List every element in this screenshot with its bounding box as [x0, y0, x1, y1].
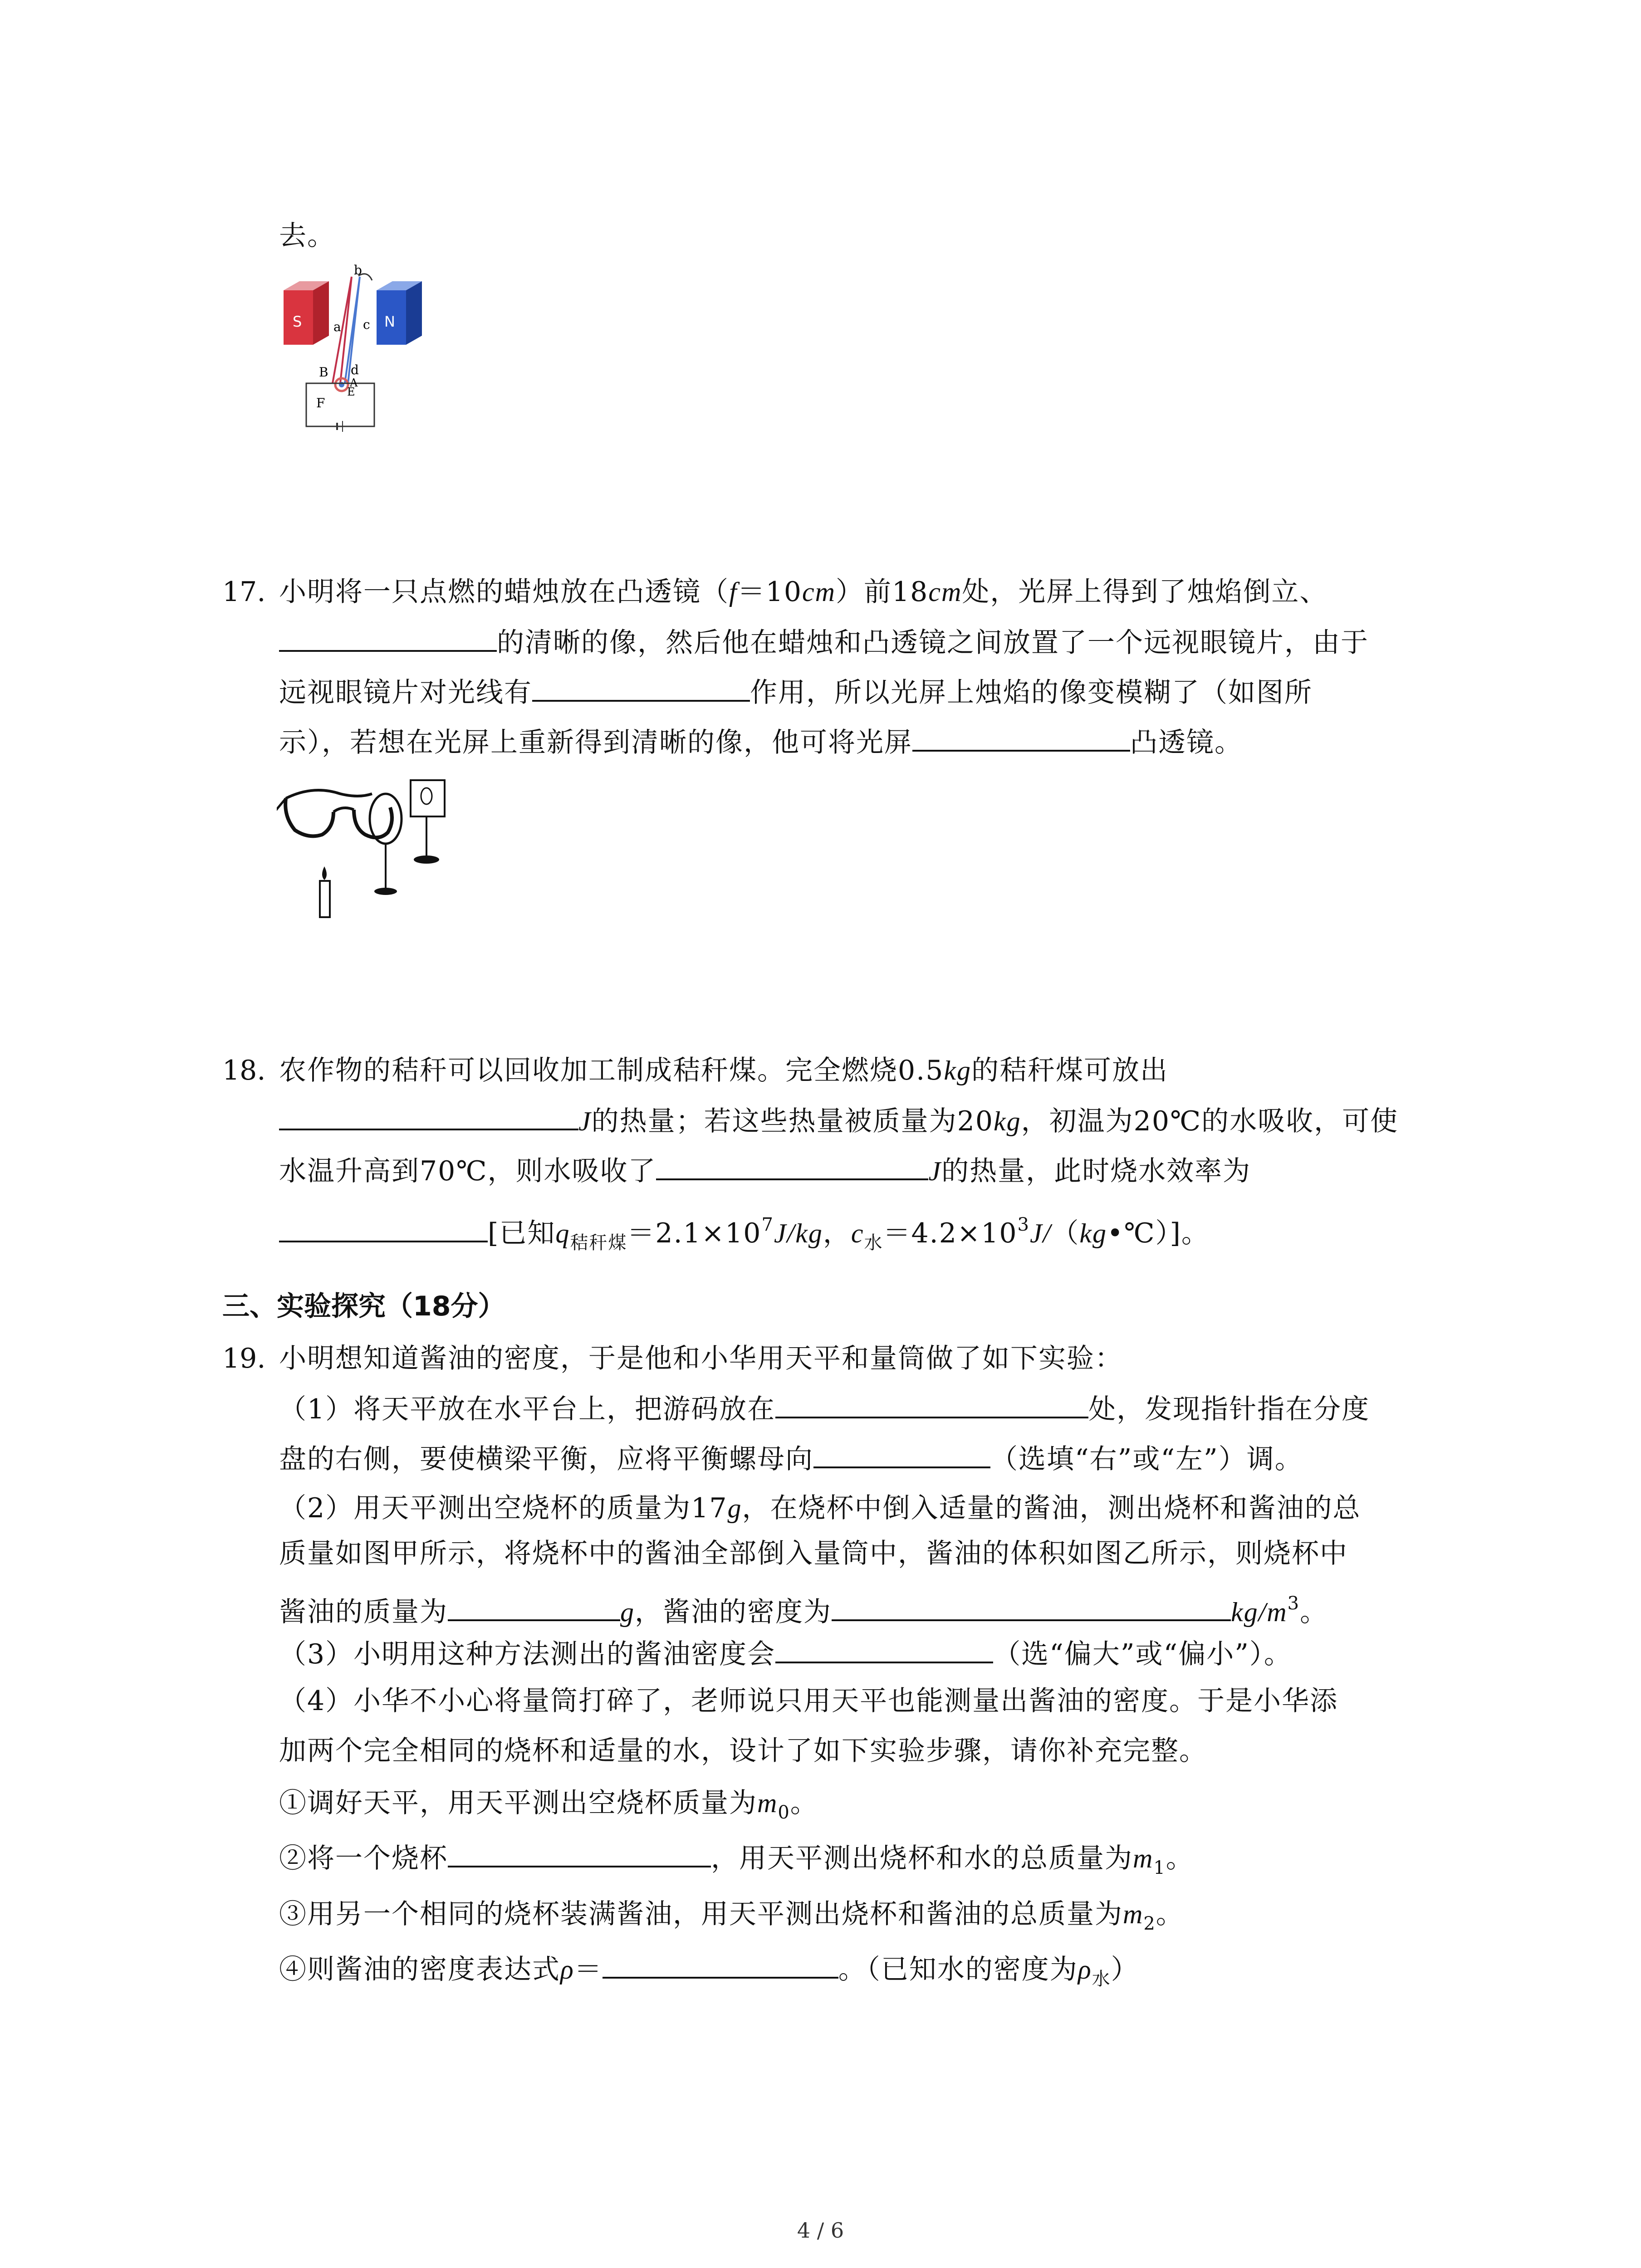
q19-step-3: ③用另一个相同的烧杯装满酱油，用天平测出烧杯和酱油的总质量为$m_2$。 [279, 1898, 1184, 1934]
q19-part2-line-2: 质量如图甲所示，将烧杯中的酱油全部倒入量筒中，酱油的体积如图乙所示，则烧杯中 [279, 1538, 1348, 1569]
question-18-number: 18. [222, 1055, 266, 1086]
q18-line-3: 水温升高到70℃，则水吸收了 J的热量，此时烧水效率为 [279, 1152, 1251, 1189]
q19-part1-line-1: （1）将天平放在水平台上，把游码放在 处，发现指针指在分度 [279, 1390, 1370, 1427]
q19-blank-1[interactable] [775, 1390, 1088, 1418]
q17-line-4: 示），若想在光屏上重新得到清晰的像，他可将光屏 凸透镜。 [279, 723, 1243, 761]
q19-blank-6[interactable] [448, 1839, 711, 1867]
svg-text:a: a [333, 319, 341, 334]
q19-step-2: ②将一个烧杯 ，用天平测出烧杯和水的总质量为$m_1$。 [279, 1839, 1194, 1886]
q19-blank-7[interactable] [603, 1950, 838, 1979]
q19-step-1: ①调好天平，用天平测出空烧杯质量为$m_0$。 [279, 1787, 818, 1823]
svg-text:b: b [354, 263, 362, 278]
q19-blank-4[interactable] [832, 1593, 1231, 1621]
q18-line-1: 农作物的秸秆可以回收加工制成秸秆煤。完全燃烧0.5kg的秸秆煤可放出 [279, 1055, 1169, 1086]
q19-blank-2[interactable] [813, 1440, 990, 1468]
page-number: 4 / 6 [797, 2218, 844, 2243]
svg-text:E: E [347, 386, 355, 398]
q18-blank-3[interactable] [279, 1214, 488, 1242]
q19-part4-line-2: 加两个完全相同的烧杯和适量的水，设计了如下实验步骤，请你补充完整。 [279, 1735, 1207, 1767]
svg-text:d: d [351, 362, 359, 377]
q18-line-4: [已知$q_{秸秆煤}=2.1\times 10^7J/kg$，$c_水=4.2\times 10^3J/(kg•℃)$]。 [279, 1207, 1210, 1261]
question-17-number: 17. [222, 576, 266, 608]
q19-step-4: ④则酱油的密度表达式ρ＝ 。（已知水的密度为$\rho_水$） [279, 1950, 1139, 1997]
q18-blank-2[interactable] [656, 1152, 928, 1180]
q19-part1-line-2: 盘的右侧，要使横梁平衡，应将平衡螺母向 （选填“右”或“左”）调。 [279, 1440, 1303, 1477]
q19-blank-5[interactable] [775, 1635, 993, 1663]
north-pole-label: N [384, 313, 395, 330]
continuation-text: 去。 [279, 220, 335, 252]
q19-blank-3[interactable] [448, 1593, 620, 1621]
svg-text:c: c [363, 317, 370, 332]
q19-part3-line: （3）小明用这种方法测出的酱油密度会 （选“偏大”或“偏小”）。 [279, 1635, 1292, 1672]
q17-blank-3[interactable] [912, 723, 1130, 752]
q18-blank-1[interactable] [279, 1102, 578, 1130]
q18-line-2: J的热量；若这些热量被质量为20kg，初温为20℃的水吸收，可使 [279, 1102, 1398, 1139]
q17-line-3: 远视眼镜片对光线有 作用，所以光屏上烛焰的像变模糊了（如图所 [279, 674, 1313, 711]
svg-text:A: A [350, 376, 358, 389]
magnet-figure [279, 263, 429, 440]
q17-blank-1[interactable] [279, 624, 497, 652]
q19-part4-line-1: （4）小华不小心将量筒打碎了，老师说只用天平也能测量出酱油的密度。于是小华添 [279, 1685, 1338, 1717]
q17-line-2: 的清晰的像，然后他在蜡烛和凸透镜之间放置了一个远视眼镜片，由于 [279, 624, 1369, 661]
south-pole-label: S [293, 313, 302, 330]
question-19-number: 19. [222, 1343, 266, 1374]
svg-text:F: F [316, 396, 325, 411]
q17-line-1: 小明将一只点燃的蜡烛放在凸透镜（f＝10cm）前18cm处，光屏上得到了烛焰倒立、 [279, 576, 1328, 608]
glasses-candle-figure [277, 762, 467, 925]
svg-text:B: B [319, 365, 328, 380]
q19-intro: 小明想知道酱油的密度，于是他和小华用天平和量筒做了如下实验： [279, 1343, 1123, 1374]
q19-part2-line-1: （2）用天平测出空烧杯的质量为17g，在烧杯中倒入适量的酱油，测出烧杯和酱油的总 [279, 1492, 1361, 1524]
section-3-heading: 三、实验探究（18分） [222, 1290, 505, 1322]
q17-blank-2[interactable] [532, 674, 750, 702]
q19-part2-line-3: 酱油的质量为 g，酱油的密度为 $kg/m^3$。 [279, 1593, 1328, 1628]
